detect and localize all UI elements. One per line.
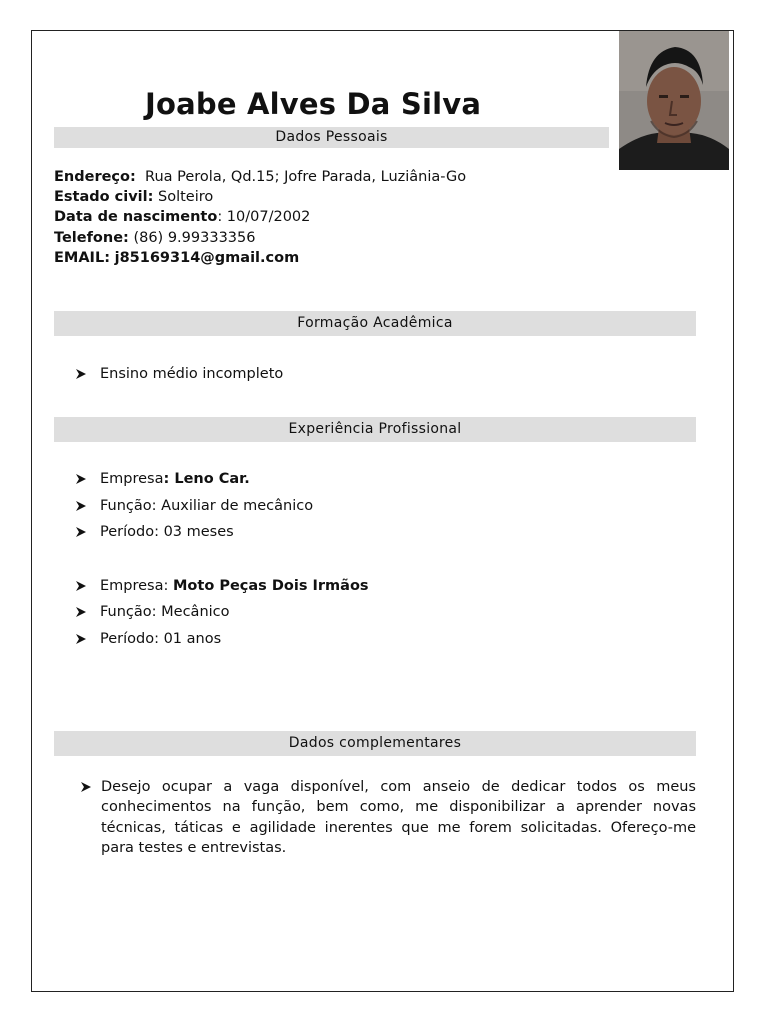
birth-date-value: : 10/07/2002 <box>217 209 311 225</box>
person-photo-icon <box>619 31 729 170</box>
email-line <box>54 248 299 268</box>
phone-label: Telefone: <box>54 230 129 246</box>
address-label: Endereço: <box>54 169 136 185</box>
section-header-experience: Experiência Profissional <box>54 417 696 442</box>
arrow-bullet-icon <box>74 629 88 649</box>
arrow-bullet-icon <box>74 602 88 622</box>
section-header-complementary: Dados complementares <box>54 731 696 756</box>
email-value: j85169314@gmail.com <box>114 250 300 266</box>
arrow-bullet-icon <box>74 576 88 596</box>
phone-value: (86) 9.99333356 <box>133 230 256 246</box>
arrow-bullet-icon <box>74 364 88 384</box>
address-line <box>54 167 466 187</box>
complementary-text: Desejo ocupar a vaga disponível, com anseio de dedicar todos os meus conhecimentos na função, bem como, me disponibilizar a aprender novas técnicas, táticas e agilidade inerentes que me forem solicitadas. Ofereço-me para testes e entrevistas. <box>101 779 696 857</box>
job-2-role-text: Função: Mecânico <box>100 604 230 620</box>
phone-line <box>54 228 255 248</box>
job-1-company-label: Empresa <box>100 471 164 487</box>
job-2-company-label: Empresa: <box>100 578 173 594</box>
birth-date-label: Data de nascimento <box>54 209 218 225</box>
birth-date-line <box>54 207 310 227</box>
arrow-bullet-icon <box>74 469 88 489</box>
email-label: EMAIL: <box>54 250 110 266</box>
section-header-personal: Dados Pessoais <box>54 127 609 148</box>
job-1-company-value: : Leno Car. <box>163 471 250 487</box>
profile-photo <box>619 31 729 170</box>
civil-status-line <box>54 187 213 207</box>
arrow-bullet-icon <box>74 496 88 516</box>
section-header-education: Formação Acadêmica <box>54 311 696 336</box>
civil-status-value: Solteiro <box>158 189 214 205</box>
job-2-company-value: Moto Peças Dois Irmãos <box>173 578 369 594</box>
education-item-text: Ensino médio incompleto <box>100 366 284 382</box>
job-2-period-text: Período: 01 anos <box>100 631 222 647</box>
address-value: Rua Perola, Qd.15; Jofre Parada, Luziânia-Go <box>145 169 467 185</box>
arrow-bullet-icon <box>74 522 88 542</box>
job-1-role-text: Função: Auxiliar de mecânico <box>100 498 314 514</box>
job-1-period-text: Período: 03 meses <box>100 524 234 540</box>
civil-status-label: Estado civil: <box>54 189 154 205</box>
complementary-item <box>79 777 696 859</box>
candidate-name: Joabe Alves Da Silva <box>145 87 482 121</box>
arrow-bullet-icon <box>79 777 93 797</box>
